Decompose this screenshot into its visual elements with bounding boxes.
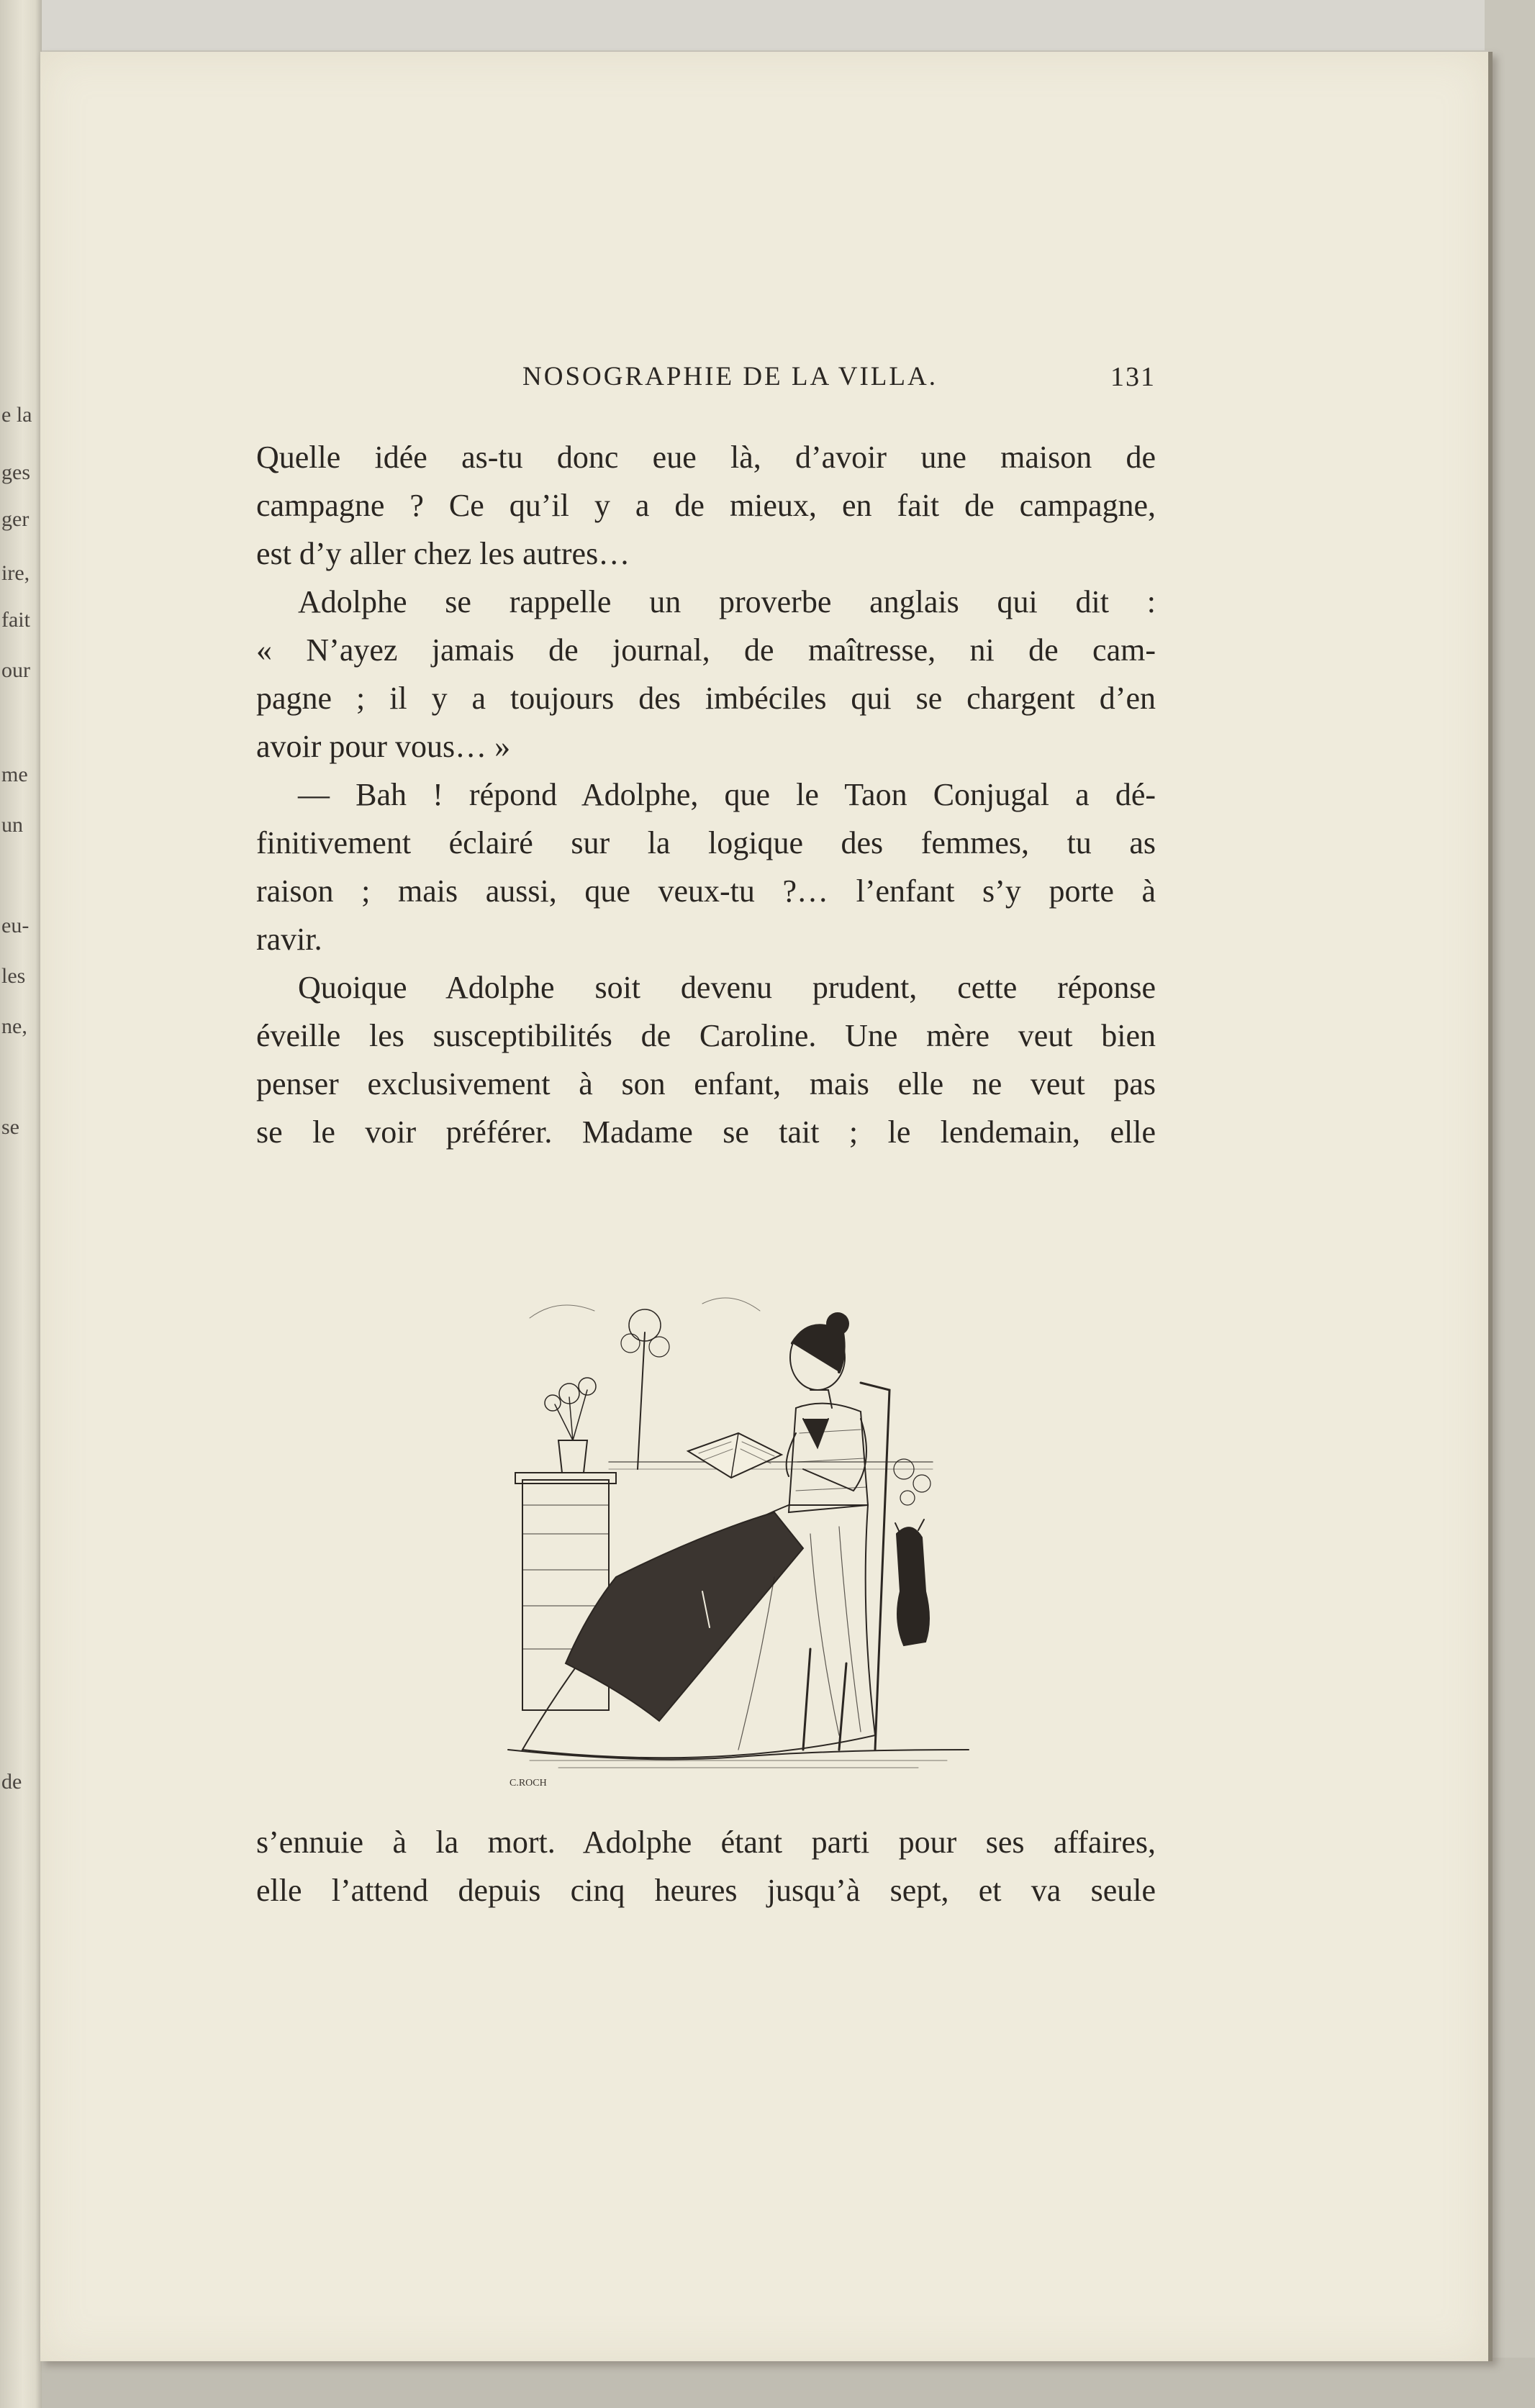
- text-line: Quoique Adolphe soit devenu prudent, cette réponse: [298, 970, 1156, 1005]
- previous-page-fragment: our: [1, 658, 30, 682]
- text-line: finitivement éclairé sur la logique des femmes, tu as: [256, 825, 1156, 860]
- text-line: campagne ? Ce qu’il y a de mieux, en fait de campagne,: [256, 488, 1156, 523]
- text-line: se le voir préférer. Madame se tait ; le lendemain, elle: [256, 1114, 1156, 1150]
- text-line: Quelle idée as-tu donc eue là, d’avoir une maison de: [256, 440, 1156, 475]
- previous-page-fragment: fait: [1, 608, 30, 632]
- body-text-top: [256, 433, 1156, 1156]
- page-number: 131: [1110, 362, 1156, 392]
- book-page: [40, 52, 1493, 2361]
- previous-page-fragment: e la: [1, 403, 32, 427]
- text-line: pagne ; il y a toujours des imbéciles qui se chargent d’en: [256, 681, 1156, 716]
- text-line: ravir.: [256, 922, 322, 957]
- text-line: est d’y aller chez les autres…: [256, 536, 630, 571]
- previous-page-fragment: ne,: [1, 1014, 27, 1038]
- previous-page-fragment: ger: [1, 507, 30, 531]
- text-line: éveille les susceptibilités de Caroline. Une mère veut bien: [256, 1018, 1156, 1053]
- previous-page-fragment: ges: [1, 460, 30, 484]
- previous-page-fragment: de: [1, 1770, 22, 1794]
- text-line: Adolphe se rappelle un proverbe anglais qui dit :: [298, 584, 1156, 619]
- text-line: s’ennuie à la mort. Adolphe étant parti pour ses affaires,: [256, 1825, 1156, 1860]
- running-head: [256, 361, 1156, 404]
- text-line: « N’ayez jamais de journal, de maîtresse, ni de cam-: [256, 632, 1156, 668]
- previous-page-fragment: les: [1, 964, 26, 988]
- previous-page-fragment: me: [1, 763, 28, 786]
- text-line: avoir pour vous… »: [256, 729, 511, 764]
- previous-page-fragment: se: [1, 1115, 19, 1139]
- text-line: penser exclusivement à son enfant, mais elle ne veut pas: [256, 1066, 1156, 1101]
- woman-reading-engraving: [501, 1289, 976, 1793]
- body-text-bottom: [256, 1818, 1156, 1914]
- text-line: — Bah ! répond Adolphe, que le Taon Conjugal a dé-: [298, 777, 1156, 812]
- text-line: elle l’attend depuis cinq heures jusqu’à sept, et va seule: [256, 1873, 1156, 1908]
- scan-background-bottom: [0, 2358, 1535, 2408]
- previous-page-fragment: eu-: [1, 914, 30, 937]
- running-head-title: NOSOGRAPHIE DE LA VILLA.: [522, 362, 938, 391]
- engraver-signature: C.ROCH: [510, 1778, 547, 1789]
- scan-background-top: [0, 0, 1535, 50]
- previous-page-fragment: un: [1, 813, 23, 837]
- previous-page-fragment: ire,: [1, 561, 30, 585]
- text-line: raison ; mais aussi, que veux-tu ?… l’enfant s’y porte à: [256, 873, 1156, 909]
- previous-page-edge: [0, 0, 42, 2408]
